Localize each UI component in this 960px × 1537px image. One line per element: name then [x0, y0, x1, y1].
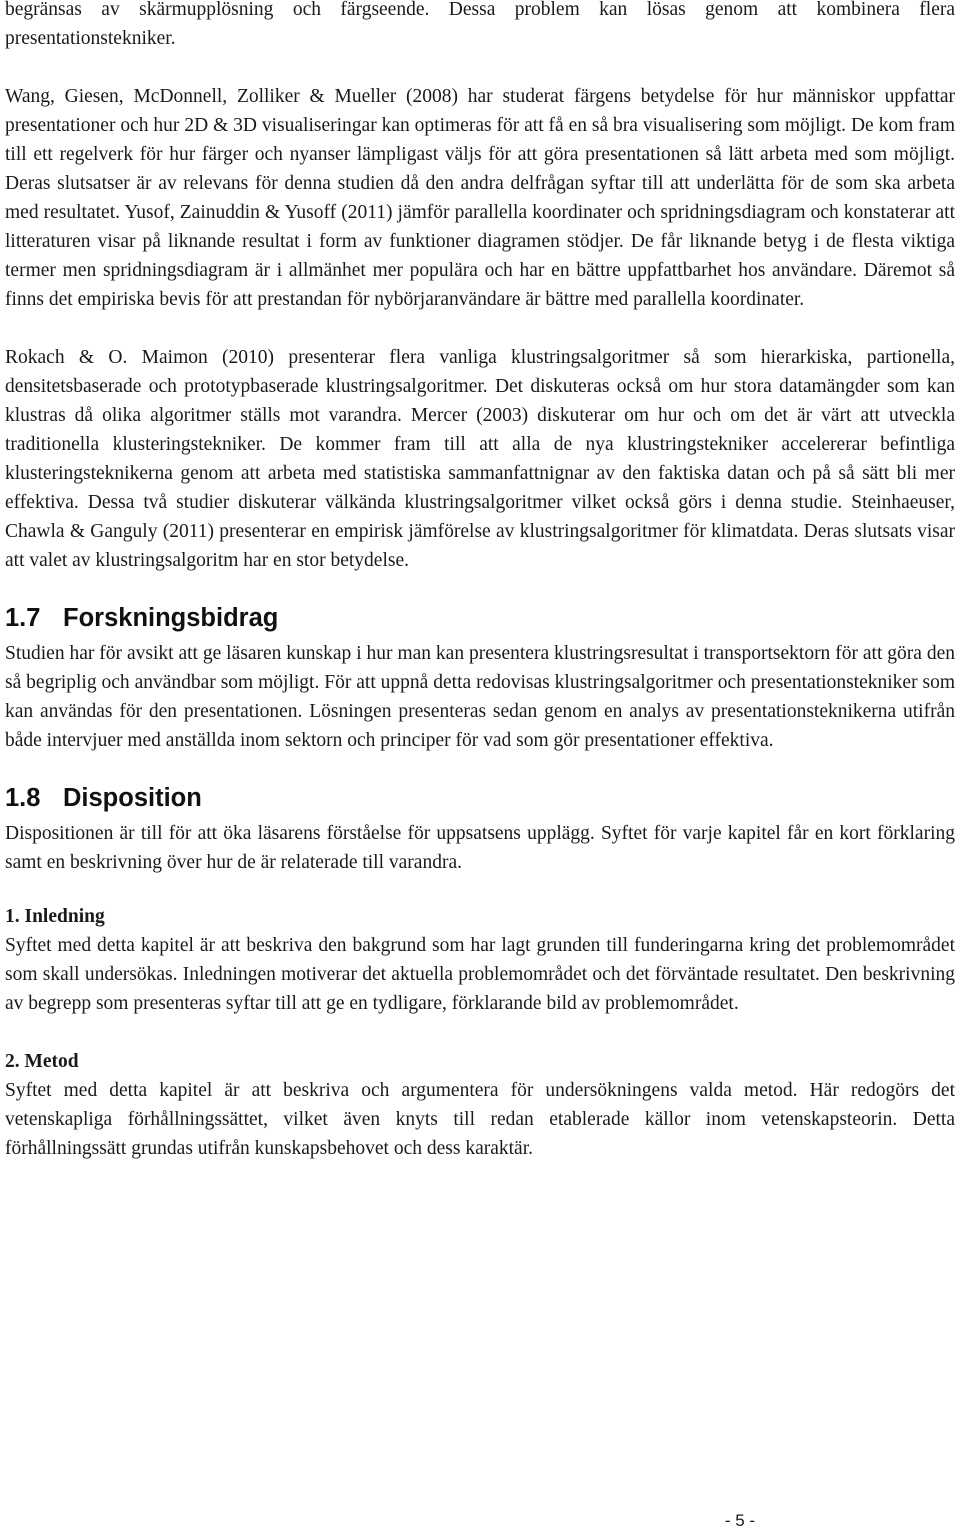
- document-page: [5, 0, 955, 1163]
- chapter-body-inledning: Syftet med detta kapitel är att beskriva den bakgrund som har lagt grunden till funderingarna kring det problemområdet som skall undersökas. Inledningen motiverar det aktuella problemområdet och det förväntade resultatet. Den beskrivning av begrepp som presenteras syftar till att ge en tydligare, förklarande bild av problemområdet.: [5, 935, 955, 1014]
- chapter-heading-inledning: 1. Inledning: [5, 906, 105, 927]
- paragraph-wang: Wang, Giesen, McDonnell, Zolliker & Mueller (2008) har studerat färgens betydelse för hur människor uppfattar presentationer och hur 2D & 3D visualiseringar kan optimeras för att få en så bra visualisering som möjligt. De kom fram till ett regelverk för hur färger och nyanser lämpligast väljs för att göra presentationen så lätt arbeta med som möjligt. Deras slutsatser är av relevans för denna studien då den andra delfrågan syftar till att underlätta för de som ska arbeta med resultatet. Yusof, Zainuddin & Yusoff (2011) jämför parallella koordinater och spridningsdiagram och konstaterar att litteraturen visar på liknande resultat i form av funktioner diagramen stödjer. De får liknande betyg i de flesta viktiga termer men spridningsdiagram är i allmänhet mer populära och har en bättre uppfattbarhet hos användare. Däremot så finns det empiriska bevis för att prestandan för nybörjaranvändare är bättre med parallella koordinater.: [5, 86, 955, 310]
- paragraph-disposition: Dispositionen är till för att öka läsarens förståelse för uppsatsens upplägg. Syftet för varje kapitel får en kort förklaring samt en beskrivning över hur de är relaterade till varandra.: [5, 823, 955, 873]
- paragraph-rokach: Rokach & O. Maimon (2010) presenterar flera vanliga klustringsalgoritmer så som hierarkiska, partionella, densitetsbaserade och prototypbaserade klustringsalgoritmer. Det diskuteras också om hur stora datamängder som kan klustras då olika algoritmer ställs mot varandra. Mercer (2003) diskuterar om hur och om det är värt att utveckla traditionella klusteringstekniker. De kommer fram till att alla de nya klustringstekniker accelererar befintliga klusteringsteknikerna genom att arbeta med statistiska sammanfattnignar av den faktiska datan och på så sätt bli mer effektiva. Dessa två studier diskuterar välkända klustringsalgoritmer vilket också görs i denna studie. Steinhaeuser, Chawla & Ganguly (2011) presenterar en empirisk jämförelse av klustringsalgoritmer för klimatdata. Deras slutsats visar att valet av klustringsalgoritm har en stor betydelse.: [5, 347, 955, 571]
- section-title: Disposition: [63, 784, 202, 812]
- section-heading-disposition: [5, 781, 955, 815]
- chapter-heading-metod: 2. Metod: [5, 1051, 79, 1072]
- page-number: - 5 -: [724, 1511, 756, 1530]
- chapter-body-metod: Syftet med detta kapitel är att beskriva och argumentera för undersökningens valda metod. Här redogörs det vetenskapliga förhållningssättet, vilket även knyts till redan etablerade källor inom vetenskapsteorin. Detta förhållningssätt grundas utifrån kunskapsbehovet och dess karaktär.: [5, 1080, 955, 1159]
- continued-paragraph: begränsas av skärmupplösning och färgseende. Dessa problem kan lösas genom att kombinera flera presentationstekniker.: [5, 0, 955, 49]
- section-title: Forskningsbidrag: [63, 604, 279, 632]
- section-number: 1.8: [5, 784, 41, 812]
- paragraph-forskningsbidrag: Studien har för avsikt att ge läsaren kunskap i hur man kan presentera klustringsresultat i transportsektorn för att göra den så begriplig och användbar som möjligt. För att uppnå detta redovisas klustringsalgoritmer och presentationstekniker som kan användas för den presentationen. Lösningen presenteras sedan genom en analys av presentationsteknikerna utifrån både intervjuer med anställda inom sektorn och principer för vad som gör presentationer effektiva.: [5, 643, 955, 751]
- section-heading-forskningsbidrag: [5, 601, 955, 635]
- section-number: 1.7: [5, 604, 41, 632]
